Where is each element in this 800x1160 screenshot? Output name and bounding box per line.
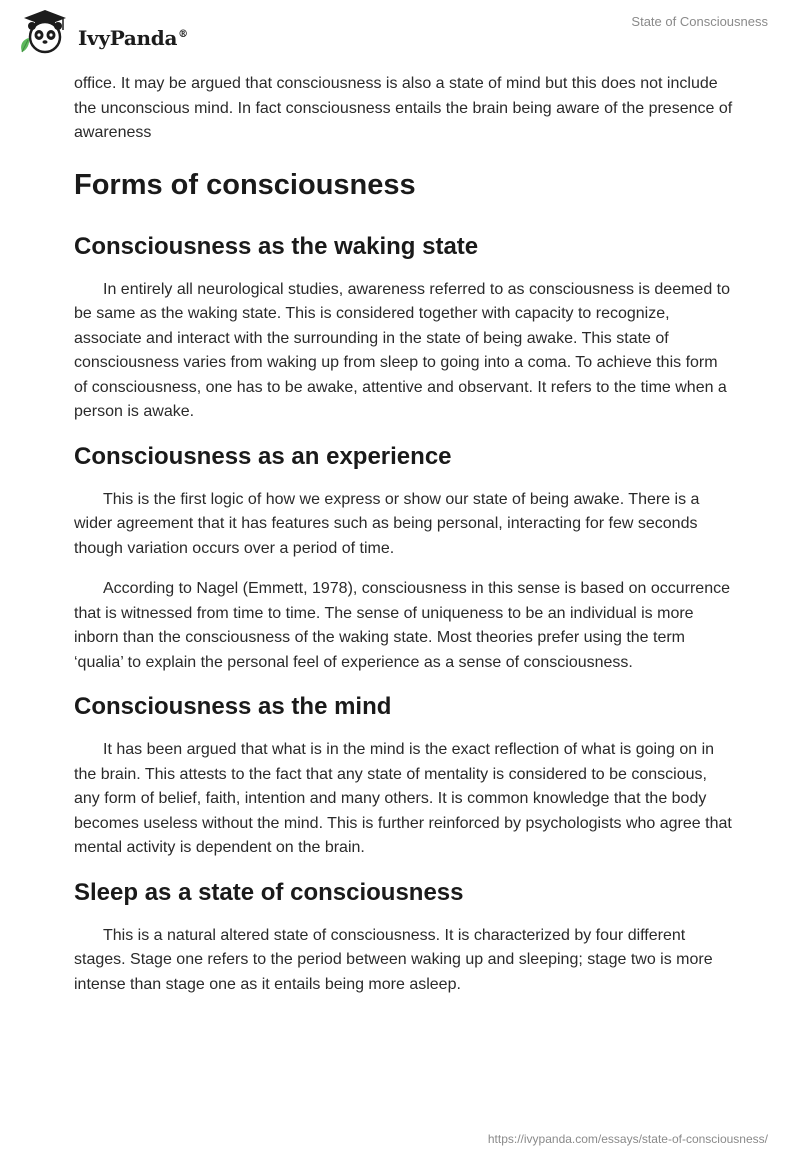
section-paragraph: This is a natural altered state of consciousness. It is characterized by four different stages. Stage one refers to the period between waking up and sleeping; stage two is more intense than stage one as it entails being more asleep.: [74, 926, 713, 993]
section-paragraph: It has been argued that what is in the mind is the exact reflection of what is going on in the brain. This attests to the fact that any state of mentality is considered to be conscious, any form of belief, faith, intention and many others. It is common knowledge that the body becomes useless without the mind. This is further reinforced by psychologists who agree that mental activity is dependent on the brain.: [74, 741, 732, 856]
document-title: State of Consciousness: [631, 14, 768, 29]
source-url[interactable]: https://ivypanda.com/essays/state-of-consciousness/: [487, 1132, 768, 1146]
section-heading: Consciousness as the waking state: [74, 232, 479, 260]
ivypanda-logo[interactable]: [16, 8, 188, 58]
section-sleep: [74, 878, 734, 998]
brand-name: IvyPanda®: [78, 26, 188, 50]
main-heading: Forms of consciousness: [74, 168, 416, 201]
section-heading: Consciousness as the mind: [74, 693, 392, 720]
intro-paragraph: office. It may be argued that consciousness is also a state of mind but this does not include the unconscious mind. In fact consciousness entails the brain being aware of the presence of awareness: [74, 75, 733, 141]
section-heading: Sleep as a state of consciousness: [74, 878, 464, 906]
section-waking-state: [74, 232, 734, 425]
section-paragraph: In entirely all neurological studies, awareness referred to as consciousness is deemed to be same as the waking state. This is considered together with capacity to recognize, associate and interact with the surrounding in the state of being awake. This state of consciousness varies from waking up from sleep to going into a coma. To achieve this form of consciousness, one has to be awake, attentive and observant. It refers to the time when a person is awake.: [74, 280, 730, 420]
page-header: [0, 0, 800, 70]
essay-content: [74, 72, 734, 1014]
section-paragraph: This is the first logic of how we express or show our state of being awake. There is a wider agreement that it has features such as being personal, interacting for few seconds though variation occurs over a period of time.: [74, 490, 700, 557]
section-mind: [74, 692, 734, 861]
section-heading: Consciousness as an experience: [74, 442, 452, 470]
panda-graduate-icon: [16, 8, 74, 58]
section-paragraph: According to Nagel (Emmett, 1978), consciousness in this sense is based on occurrence that is witnessed from time to time. The sense of uniqueness to be an individual is more inborn than the consciousness of the waking state. Most theories prefer using the term ‘qualia’ to explain the personal feel of experience as a sense of consciousness.: [74, 580, 730, 671]
section-experience: [74, 442, 734, 676]
